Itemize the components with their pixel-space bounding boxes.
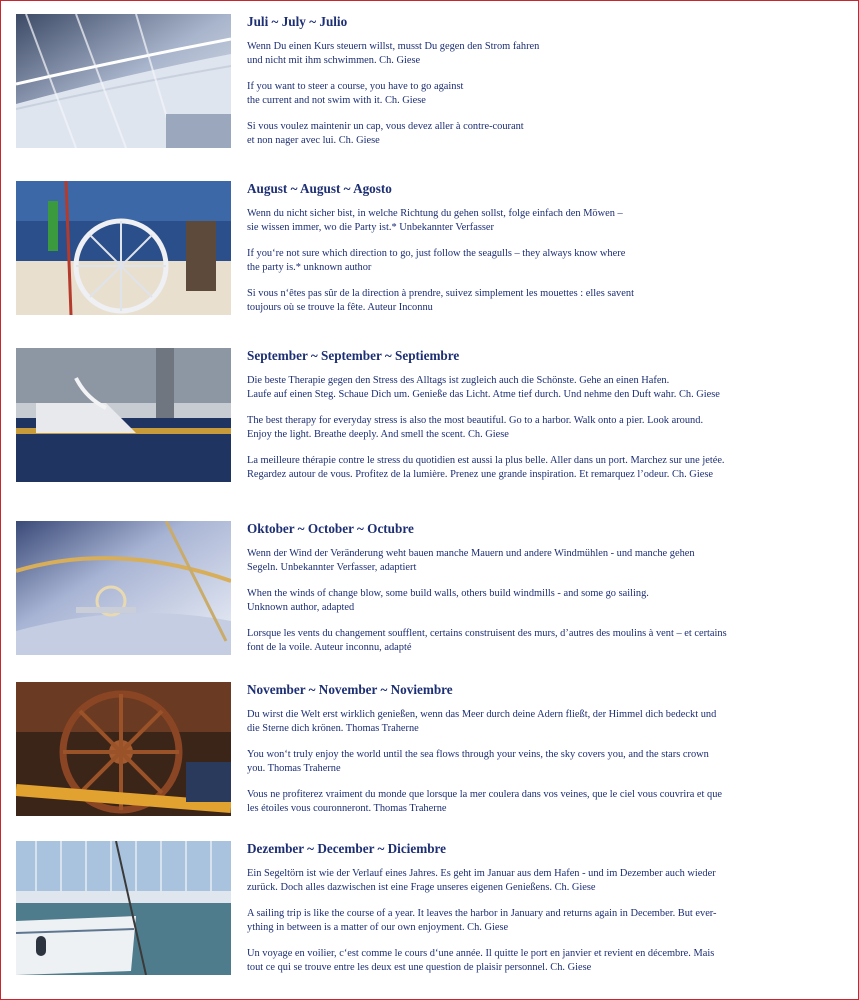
photo-july-boat-railings — [16, 14, 231, 148]
quote-french: Si vous voulez maintenir un cap, vous devez aller à contre-courant et non nager avec lui. Ch. Giese — [247, 121, 524, 146]
quote-english: The best therapy for everyday stress is also the most beautiful. Go to a harbor. Walk onto a pier. Look around. Enjoy the light. Breathe deeply. And smell the scent. Ch. Giese — [247, 415, 704, 440]
quote-german: Ein Segeltörn ist wie der Verlauf eines Jahres. Es geht im Januar aus dem Hafen - und im Dezember auch wieder zurück. Doch alles dazwischen ist eine Frage unseres eigenen Genießens. Ch. Giese — [247, 868, 716, 893]
quote-english: If you‘re not sure which direction to go, just follow the seagulls – they always know where the party is.* unknown author — [247, 248, 626, 273]
month-heading: August ~ August ~ Agosto — [247, 181, 392, 196]
month-heading: Dezember ~ December ~ Diciembre — [247, 841, 446, 856]
photo-december-marina — [16, 841, 231, 975]
quote-french: Si vous n‘êtes pas sûr de la direction à prendre, suivez simplement les mouettes : elles savent toujours où se trouve la fête. Auteur Inconnu — [247, 288, 634, 313]
month-heading: September ~ September ~ Septiembre — [247, 348, 460, 363]
quote-german: Du wirst die Welt erst wirklich genießen, wenn das Meer durch deine Adern fließt, der Himmel dich bedeckt und die Sterne dich krönen. Thomas Traherne — [247, 709, 717, 734]
photo-october-bow-rope — [16, 521, 231, 655]
month-heading: November ~ November ~ Noviembre — [247, 682, 453, 697]
quote-german: Wenn du nicht sicher bist, in welche Richtung du gehen sollst, folge einfach den Möwen – sie wissen immer, wo die Party ist.* Unbekannter Verfasser — [247, 208, 623, 233]
quote-french: Un voyage en voilier, c‘est comme le cours d‘une année. Il quitte le port en janvier et revient en décembre. Mais tout ce qui se trouve entre les deux est une question de plaisir personnel. Ch. Giese — [247, 948, 715, 973]
photo-november-wooden-wheel — [16, 682, 231, 816]
photo-september-deck-fittings — [16, 348, 231, 482]
quote-french: La meilleure thérapie contre le stress du quotidien est aussi la plus belle. Aller dans un port. Marchez sur une jetée. Regardez autour de vous. Profitez de la lumière. Prenez une grande inspiration. Et remarquez l’odeur. Ch. Giese — [247, 455, 725, 480]
quote-english: A sailing trip is like the course of a year. It leaves the harbor in January and returns again in December. But ever- ything in between is a matter of our own enjoyment. Ch. Giese — [247, 908, 717, 933]
quote-german: Wenn der Wind der Veränderung weht bauen manche Mauern und andere Windmühlen - und manche gehen Segeln. Unbekannter Verfasser, adaptiert — [247, 548, 695, 573]
month-heading: Oktober ~ October ~ Octubre — [247, 521, 414, 536]
quote-english: When the winds of change blow, some build walls, others build windmills - and some go sailing. Unknown author, adapted — [247, 588, 649, 613]
photo-august-helm-wheel — [16, 181, 231, 315]
quote-english: If you want to steer a course, you have to go against the current and not swim with it. Ch. Giese — [247, 81, 464, 106]
quote-german: Die beste Therapie gegen den Stress des Alltags ist zugleich auch die Schönste. Gehe an einen Hafen. Laufe auf einen Steg. Schaue Dich um. Genieße das Licht. Atme tief durch. Und nehme den Duft wahr. Ch. Giese — [247, 375, 720, 400]
quote-german: Wenn Du einen Kurs steuern willst, musst Du gegen den Strom fahren und nicht mit ihm schwimmen. Ch. Giese — [247, 41, 540, 66]
quote-french: Lorsque les vents du changement soufflent, certains construisent des murs, d’autres des moulins à vent – et certains font de la voile. Auteur inconnu, adapté — [247, 628, 727, 653]
quote-french: Vous ne profiterez vraiment du monde que lorsque la mer coulera dans vos veines, que le ciel vous couvrira et que les étoiles vous couronneront. Thomas Traherne — [247, 789, 723, 814]
month-heading: Juli ~ July ~ Julio — [247, 14, 348, 29]
quote-english: You won‘t truly enjoy the world until the sea flows through your veins, the sky covers you, and the stars crown you. Thomas Traherne — [247, 749, 709, 774]
